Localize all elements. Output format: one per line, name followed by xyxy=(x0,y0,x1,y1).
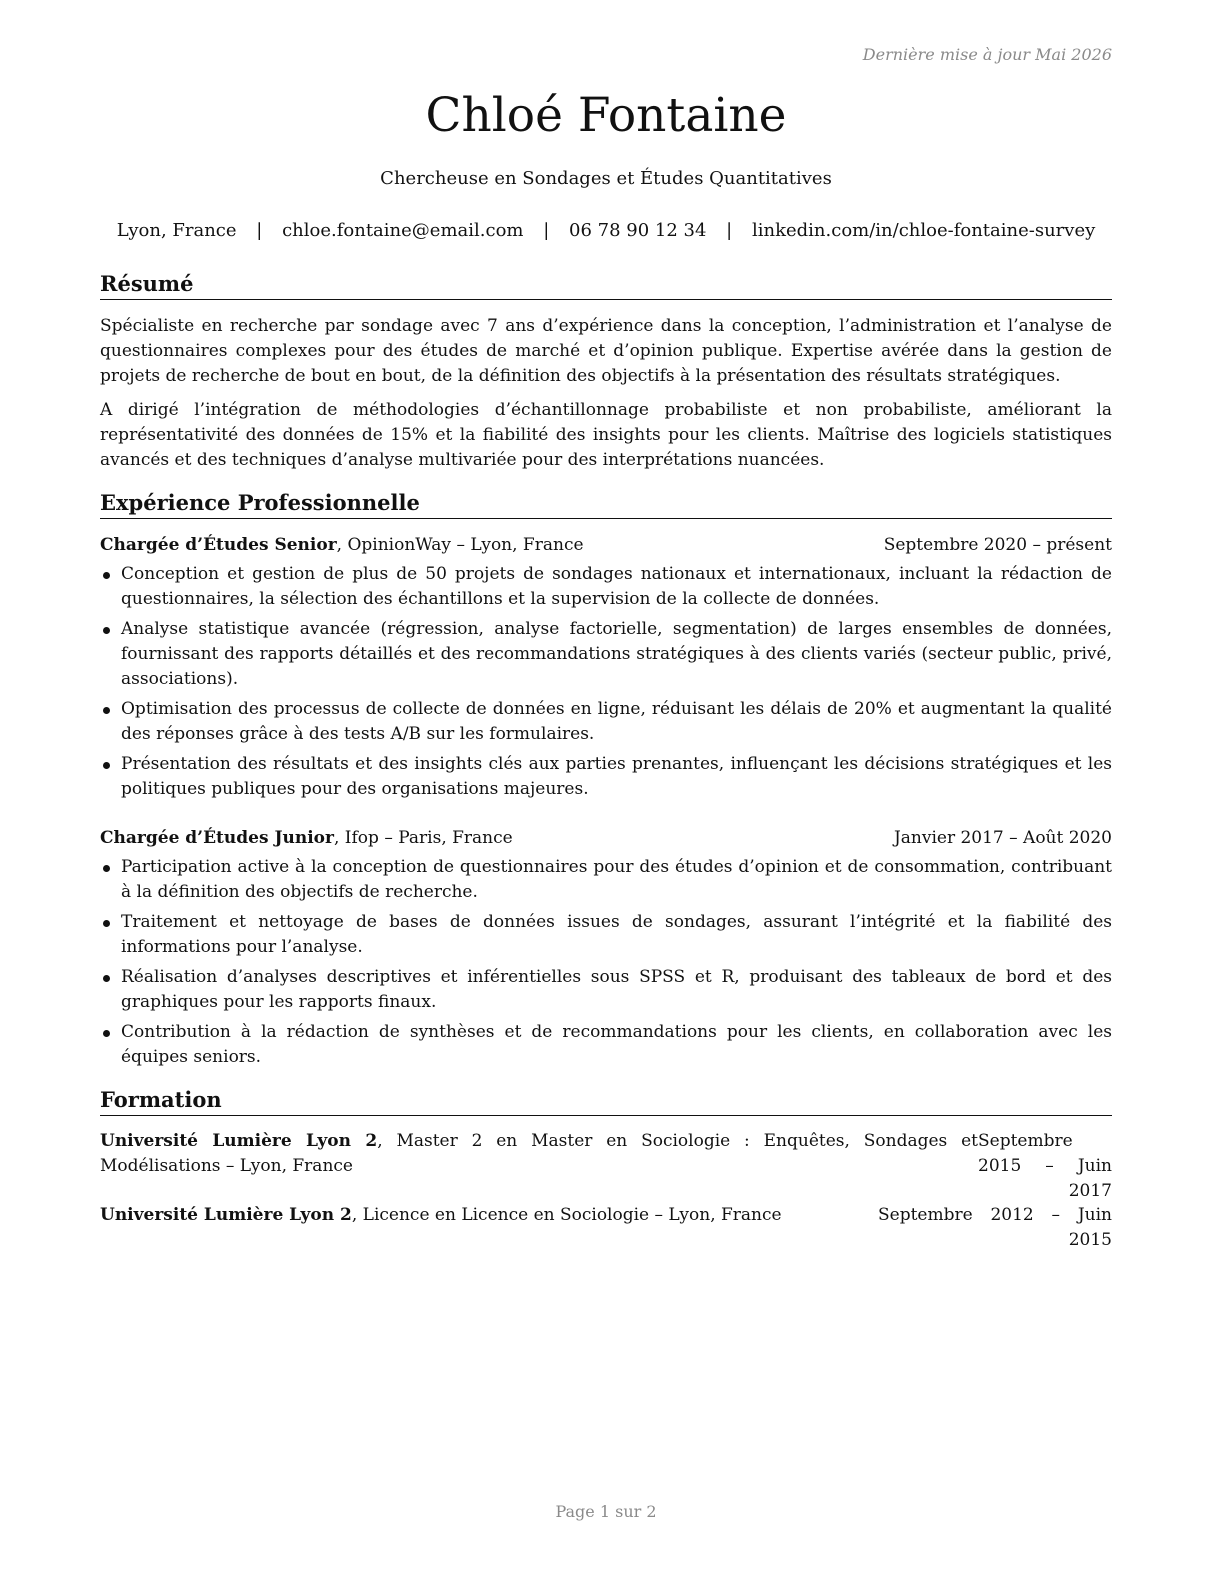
job-company: , OpinionWay – Lyon, France xyxy=(336,535,584,555)
contact-separator: | xyxy=(726,220,733,241)
list-item: Participation active à la conception de questionnaires pour des études d’opinion et de consommation, contribuant à la définition des objectifs de recherche. xyxy=(100,855,1112,905)
job-header xyxy=(100,826,1112,850)
summary-paragraph: Spécialiste en recherche par sondage avec 7 ans d’expérience dans la conception, l’administration et l’analyse de questionnaires complexes pour des études de marché et d’opinion publique. Expertise avérée dans la gestion de projets de recherche de bout en bout, de la définition des objectifs à la présentation des résultats stratégiques. xyxy=(100,316,1112,386)
contact-phone: 06 78 90 12 34 xyxy=(569,220,707,241)
job-role: Chargée d’Études Junior xyxy=(100,828,334,848)
contact-location: Lyon, France xyxy=(116,220,237,241)
contact-linkedin[interactable]: linkedin.com/in/chloe-fontaine-survey xyxy=(751,220,1096,241)
job-bullets xyxy=(100,562,1112,807)
last-updated: Dernière mise à jour Mai 2026 xyxy=(862,45,1112,64)
contact-separator: | xyxy=(543,220,550,241)
contact-email[interactable]: chloe.fontaine@email.com xyxy=(282,220,524,241)
job-company: , Ifop – Paris, France xyxy=(333,828,513,848)
list-item: Conception et gestion de plus de 50 projets de sondages nationaux et internationaux, incluant la rédaction de questionnaires, la sélection des échantillons et la supervision de la collecte de données. xyxy=(100,562,1112,612)
candidate-name: Chloé Fontaine xyxy=(425,88,787,143)
section-heading-education: Formation xyxy=(100,1086,1112,1116)
list-item: Réalisation d’analyses descriptives et inférentielles sous SPSS et R, produisant des tableaux de bord et des graphiques pour les rapports finaux. xyxy=(100,965,1112,1015)
job-dates: Septembre 2020 – présent xyxy=(883,535,1112,555)
section-heading-experience: Expérience Professionnelle xyxy=(100,489,1112,519)
education-school: Université Lumière Lyon 2 xyxy=(100,1131,378,1151)
education-dates: Septembre 2015 – Juin 2017 xyxy=(978,1131,1112,1201)
list-item: Contribution à la rédaction de synthèses et de recommandations pour les clients, en collaboration avec les équipes seniors. xyxy=(100,1020,1112,1070)
job-header xyxy=(100,533,1112,557)
list-item: Traitement et nettoyage de bases de données issues de sondages, assurant l’intégrité et la fiabilité des informations pour l’analyse. xyxy=(100,910,1112,960)
education-school: Université Lumière Lyon 2 xyxy=(100,1205,352,1225)
education-entry xyxy=(100,1129,1112,1201)
job-role: Chargée d’Études Senior xyxy=(100,535,337,555)
contact-line xyxy=(100,219,1112,243)
education-degree: , Licence en Licence en Sociologie – Lyon, France xyxy=(351,1205,782,1225)
education-degree: , Master 2 en Master en Sociologie : Enquêtes, Sondages et Modélisations – Lyon, France xyxy=(100,1131,978,1176)
job-dates: Janvier 2017 – Août 2020 xyxy=(893,828,1112,848)
candidate-title: Chercheuse en Sondages et Études Quantitatives xyxy=(380,168,832,189)
contact-separator: | xyxy=(256,220,263,241)
education-details xyxy=(100,1129,978,1179)
page-number: Page 1 sur 2 xyxy=(555,1502,657,1521)
summary-paragraph: A dirigé l’intégration de méthodologies d’échantillonnage probabiliste et non probabiliste, améliorant la représentativité des données de 15% et la fiabilité des insights pour les clients. Maîtrise des logiciels statistiques avancés et des techniques d’analyse multivariée pour des interprétations nuancées. xyxy=(100,400,1112,470)
section-heading-summary: Résumé xyxy=(100,270,1112,300)
education-details xyxy=(100,1203,860,1228)
education-dates: Septembre 2012 – Juin 2015 xyxy=(878,1205,1112,1250)
list-item: Optimisation des processus de collecte de données en ligne, réduisant les délais de 20% et augmentant la qualité des réponses grâce à des tests A/B sur les formulaires. xyxy=(100,697,1112,747)
job-bullets xyxy=(100,855,1112,1075)
resume-page xyxy=(100,0,1112,1584)
list-item: Présentation des résultats et des insights clés aux parties prenantes, influençant les décisions stratégiques et les politiques publiques pour des organisations majeures. xyxy=(100,752,1112,802)
education-entry xyxy=(100,1203,1112,1253)
list-item: Analyse statistique avancée (régression, analyse factorielle, segmentation) de larges ensembles de données, fournissant des rapports détaillés et des recommandations stratégiques à des clients variés (secteur public, privé, associations). xyxy=(100,617,1112,692)
